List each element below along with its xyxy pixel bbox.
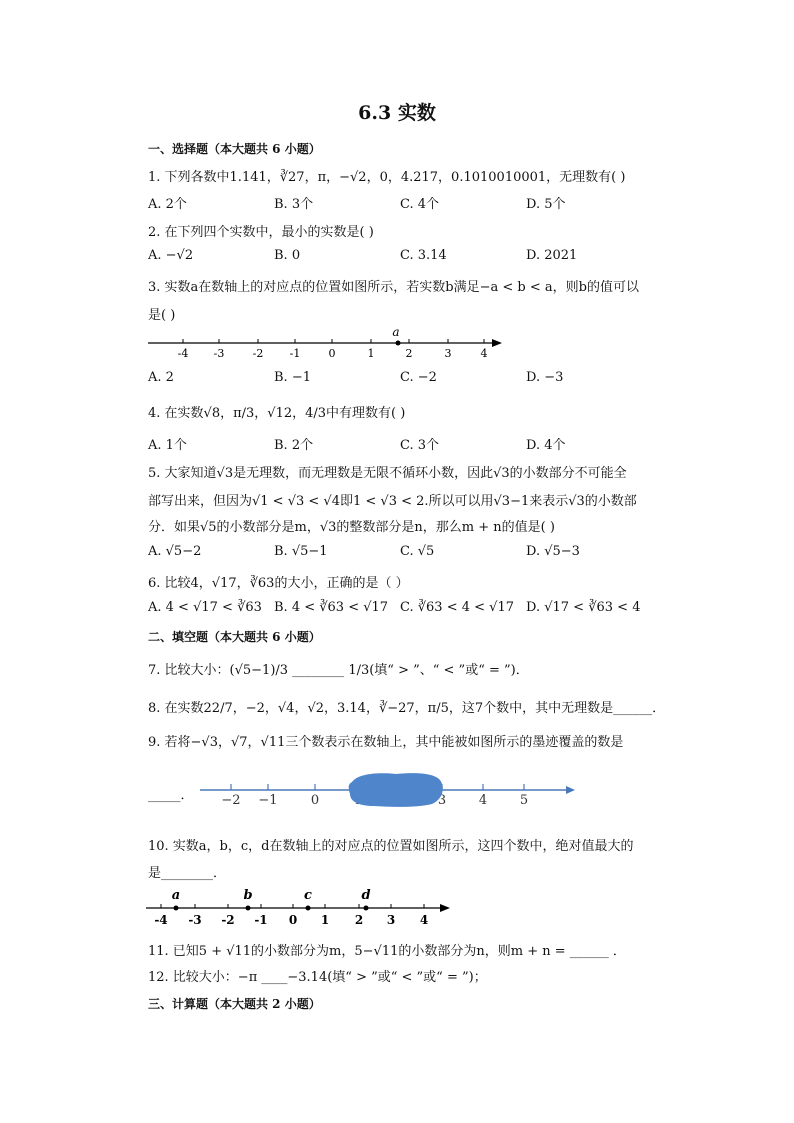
option-b: B. 2个	[274, 438, 314, 453]
point-a	[174, 906, 179, 911]
question-5-line-1: 5. 大家知道√3是无理数，而无理数是无限不循环小数，因此√3的小数部分不可能全	[148, 466, 627, 481]
option-d: D. √17 < ∛63 < 4	[526, 600, 641, 615]
number-line-q3	[140, 322, 510, 364]
option-d: D. −3	[526, 370, 564, 385]
tick-label: 3	[386, 913, 396, 927]
option-a: A. 4 < √17 < ∛63	[148, 600, 262, 615]
tick-label: 0	[288, 913, 298, 927]
tick-label: 1	[320, 913, 330, 927]
tick-label: -4	[154, 913, 168, 927]
point-d-label: d	[361, 888, 371, 903]
option-a: A. 2	[148, 370, 174, 385]
section-heading-calc: 三、计算题（本大题共 2 小题）	[148, 997, 321, 1011]
number-line-q10	[140, 884, 460, 928]
question-7: 7. 比较大小：(√5−1)/3 ________ 1/3(填“ > ”、“ < ”或“ = ”)．	[148, 663, 529, 678]
option-b: B. 4 < ∛63 < √17	[274, 600, 389, 615]
option-c: C. 3.14	[400, 248, 447, 263]
question-11: 11. 已知5 + √11的小数部分为m，5−√11的小数部分为n，则m + n = ______ ．	[148, 944, 626, 959]
question-12: 12. 比较大小：−π ____−3.14(填“ > ”或“ < ”或“ = ”)；	[148, 970, 487, 985]
option-a: A. 2个	[148, 197, 187, 212]
option-c: C. √5	[400, 544, 435, 559]
point-c-label: c	[304, 888, 312, 903]
option-d: D. √5−3	[526, 544, 580, 559]
point-a	[396, 341, 401, 346]
question-4: 4. 在实数√8，π/3，√12，4/3中有理数有( )	[148, 406, 406, 421]
ink-blot	[349, 773, 443, 807]
point-a-label: a	[392, 325, 400, 339]
option-b: B. √5−1	[274, 544, 328, 559]
question-5-line-2: 部写出来，但因为√1 < √3 < √4即1 < √3 < 2.所以可以用√3−1来表示√3的小数部	[148, 494, 637, 509]
question-1: 1. 下列各数中1.141，∛27，π，−√2，0，4.217，0.1010010001，无理数有( )	[148, 170, 626, 185]
section-heading-fill: 二、填空题（本大题共 6 小题）	[148, 630, 321, 644]
tick-label: 3	[437, 793, 447, 808]
tick-label: 0	[310, 793, 320, 808]
question-2: 2. 在下列四个实数中，最小的实数是( )	[148, 225, 374, 240]
question-9-blank: _____．	[148, 788, 194, 803]
page-title: 6.3 实数	[358, 102, 436, 124]
tick-label: 2	[354, 913, 364, 927]
number-line-q9	[196, 770, 580, 810]
option-b: B. −1	[274, 370, 311, 385]
option-a: A. 1个	[148, 438, 187, 453]
tick-label: -3	[213, 347, 225, 360]
option-b: B. 0	[274, 248, 301, 263]
question-5-line-3: 分．如果√5的小数部分是m，√3的整数部分是n，那么m + n的值是( )	[148, 520, 555, 535]
option-c: C. −2	[400, 370, 437, 385]
question-3-line-2: 是( )	[148, 308, 176, 323]
section-heading-choice: 一、选择题（本大题共 6 小题）	[148, 142, 321, 156]
tick-label: −1	[258, 793, 278, 808]
option-d: D. 2021	[526, 248, 578, 263]
tick-label: -2	[221, 913, 235, 927]
option-b: B. 3个	[274, 197, 314, 212]
option-a: A. √5−2	[148, 544, 202, 559]
tick-label: 5	[519, 793, 529, 808]
tick-label: -3	[188, 913, 202, 927]
option-c: C. 3个	[400, 438, 440, 453]
question-10-line-2: 是________．	[148, 866, 227, 881]
point-c	[306, 906, 311, 911]
question-9: 9. 若将−√3，√7，√11三个数表示在数轴上，其中能被如图所示的墨迹覆盖的数是	[148, 735, 624, 750]
tick-label: -1	[289, 347, 301, 360]
point-a-label: a	[171, 888, 181, 903]
option-a: A. −√2	[148, 248, 194, 263]
tick-label: 1	[367, 347, 375, 360]
tick-label: 0	[328, 347, 336, 360]
point-b	[246, 906, 251, 911]
point-b-label: b	[243, 888, 253, 903]
tick-label: −2	[221, 793, 241, 808]
question-8: 8. 在实数22/7，−2，√4，√2，3.14，∛−27，π/5，这7个数中，其中无理数是______．	[148, 701, 666, 716]
question-3-line-1: 3. 实数a在数轴上的对应点的位置如图所示，若实数b满足−a < b < a，则b的值可以	[148, 280, 639, 295]
option-c: C. ∛63 < 4 < √17	[400, 600, 514, 615]
tick-label: 4	[480, 347, 488, 360]
question-6: 6. 比较4，√17，∛63的大小，正确的是（ ）	[148, 576, 409, 591]
tick-label: -2	[252, 347, 264, 360]
option-d: D. 5个	[526, 197, 566, 212]
question-10-line-1: 10. 实数a，b，c，d在数轴上的对应点的位置如图所示，这四个数中，绝对值最大的	[148, 839, 634, 854]
tick-label: -1	[254, 913, 268, 927]
tick-label: -4	[177, 347, 189, 360]
tick-label: 2	[405, 347, 413, 360]
tick-label: 4	[419, 913, 429, 927]
tick-label: 3	[444, 347, 452, 360]
point-d	[364, 906, 369, 911]
option-c: C. 4个	[400, 197, 440, 212]
tick-label: 4	[478, 793, 488, 808]
option-d: D. 4个	[526, 438, 566, 453]
